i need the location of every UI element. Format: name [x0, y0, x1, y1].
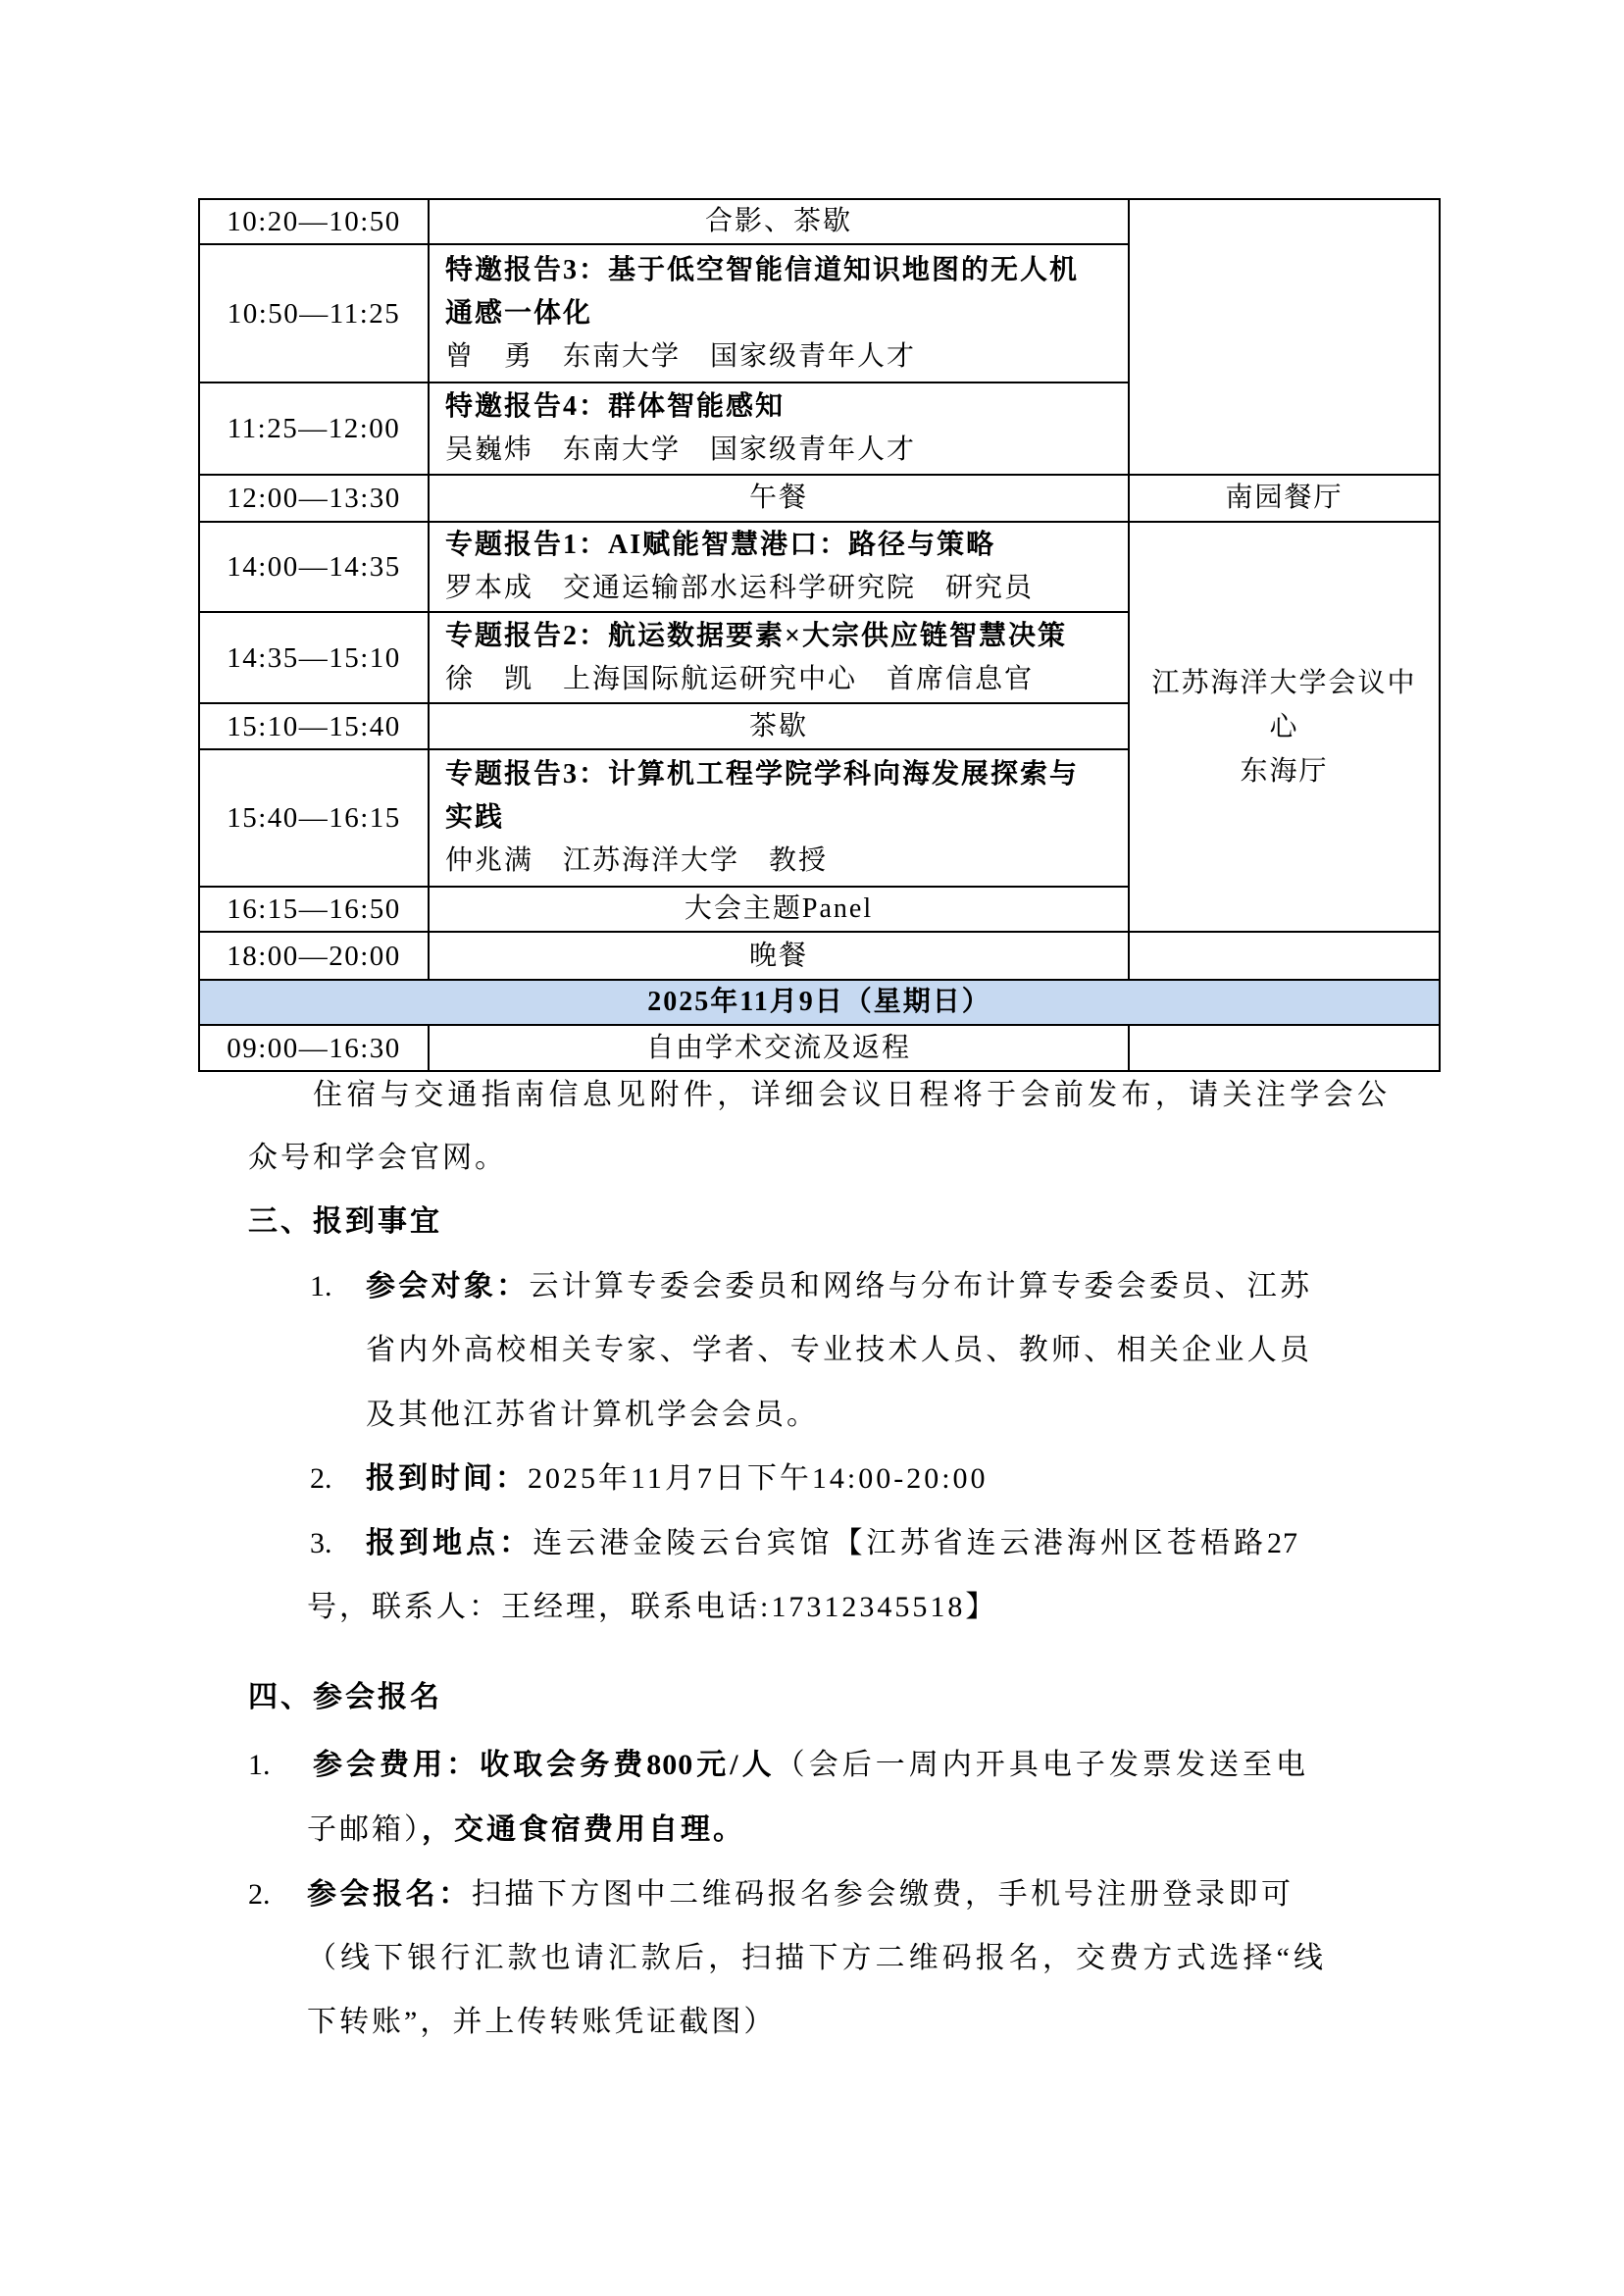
time-cell: 16:15—16:50: [199, 887, 429, 932]
talk-speaker: 吴巍炜 东南大学 国家级青年人才: [445, 434, 917, 465]
talk-cell: [429, 383, 1129, 475]
item-text: 云计算专委会委员和网络与分布计算专委会委员、江苏: [529, 1270, 1311, 1302]
event-cell: 大会主题Panel: [429, 887, 1129, 932]
list-item: [366, 1267, 1310, 1306]
item-text: 2025年11月7日下午14:00-20:00: [528, 1462, 989, 1495]
item-text: （线下银行汇款也请汇款后，扫描下方二维码报名，交费方式选择“线: [307, 1942, 1324, 1974]
talk-title: 特邀报告4：群体智能感知: [445, 391, 786, 422]
venue-cell-empty: [1129, 199, 1440, 475]
list-item: [307, 1875, 1292, 1914]
schedule-row: [199, 522, 1440, 612]
talk-speaker: 曾 勇 东南大学 国家级青年人才: [445, 340, 917, 372]
talk-title: 专题报告1：AI赋能智慧港口：路径与策略: [445, 530, 996, 560]
item-number: 1.: [248, 1749, 271, 1781]
item-number: 1.: [310, 1270, 332, 1302]
venue-name: 江苏海洋大学会议中心: [1151, 667, 1417, 742]
time-cell: 11:25—12:00: [199, 383, 429, 475]
event-cell: 晚餐: [429, 932, 1129, 980]
item-text: 下转账”，并上传转账凭证截图）: [307, 2006, 777, 2038]
talk-speaker: 仲兆满 江苏海洋大学 教授: [445, 845, 829, 876]
fee-text: 收取会务费800元/人: [480, 1749, 776, 1781]
time-cell: 12:00—13:30: [199, 475, 429, 522]
note-line: 众号和学会官网。: [248, 1142, 507, 1174]
section-heading: 四、参会报名: [248, 1681, 442, 1713]
item-text: 及其他江苏省计算机学会会员。: [366, 1399, 819, 1431]
item-label: 参会对象：: [366, 1270, 530, 1302]
talk-speaker: 罗本成 交通运输部水运科学研究院 研究员: [445, 573, 1035, 603]
item-text: （会后一周内开具电子发票发送至电: [775, 1749, 1307, 1781]
section-heading: 三、报到事宜: [248, 1205, 442, 1238]
talk-speaker: 徐 凯 上海国际航运研究中心 首席信息官: [445, 663, 1035, 694]
talk-title: 实践: [445, 802, 505, 833]
talk-title: 专题报告2：航运数据要素×大宗供应链智慧决策: [445, 620, 1067, 651]
schedule-row: [199, 932, 1440, 980]
event-cell: 茶歇: [429, 703, 1129, 749]
event-cell: 合影、茶歇: [429, 199, 1129, 244]
list-item: [366, 1459, 989, 1499]
venue-cell-merged: [1129, 522, 1440, 932]
time-cell: 18:00—20:00: [199, 932, 429, 980]
item-text: 扫描下方图中二维码报名参会缴费，手机号注册登录即可: [471, 1878, 1293, 1911]
event-cell: 午餐: [429, 475, 1129, 522]
time-cell: 14:35—15:10: [199, 612, 429, 703]
time-cell: 15:10—15:40: [199, 703, 429, 749]
time-cell: 09:00—16:30: [199, 1025, 429, 1071]
talk-cell: [429, 244, 1129, 383]
schedule-row: [199, 475, 1440, 522]
talk-title: 通感一体化: [445, 297, 593, 329]
talk-title: 专题报告3：计算机工程学院学科向海发展探索与: [445, 759, 1080, 790]
list-item: [366, 1524, 1298, 1563]
talk-cell: [429, 612, 1129, 703]
item-text: 省内外高校相关专家、学者、专业技术人员、教师、相关企业人员: [366, 1334, 1310, 1366]
item-text: 子邮箱）: [307, 1813, 422, 1846]
item-number: 2.: [310, 1462, 332, 1495]
time-cell: 14:00—14:35: [199, 522, 429, 612]
time-cell: 10:50—11:25: [199, 244, 429, 383]
venue-cell-empty: [1129, 1025, 1440, 1071]
list-item: [313, 1746, 1306, 1785]
note-line: 住宿与交通指南信息见附件，详细会议日程将于会前发布，请关注学会公: [313, 1079, 1388, 1111]
event-cell: 自由学术交流及返程: [429, 1025, 1129, 1071]
talk-cell: [429, 522, 1129, 612]
item-label: 报到时间：: [366, 1462, 528, 1495]
item-label: 参会报名：: [307, 1878, 472, 1911]
item-label: 报到地点：: [366, 1527, 533, 1559]
schedule-table: [198, 198, 1441, 1072]
item-label: 参会费用：: [313, 1749, 481, 1781]
item-text: 连云港金陵云台宾馆【江苏省连云港海州区苍梧路27: [533, 1527, 1299, 1559]
venue-cell: 南园餐厅: [1129, 475, 1440, 522]
item-number: 2.: [248, 1878, 271, 1911]
list-item-continuation: [307, 1811, 745, 1850]
schedule-row: [199, 1025, 1440, 1071]
time-cell: 10:20—10:50: [199, 199, 429, 244]
venue-cell-empty: [1129, 932, 1440, 980]
item-text: 号，联系人：王经理，联系电话:17312345518】: [307, 1591, 998, 1623]
date-header-cell: 2025年11月9日（星期日）: [199, 980, 1440, 1025]
venue-hall: 东海厅: [1240, 755, 1329, 787]
talk-title: 特邀报告3：基于低空智能信道知识地图的无人机: [445, 254, 1080, 285]
time-cell: 15:40—16:15: [199, 749, 429, 887]
date-header-row: [199, 980, 1440, 1025]
talk-cell: [429, 749, 1129, 887]
schedule-row: [199, 199, 1440, 244]
item-bold-tail: ，交通食宿费用自理。: [422, 1813, 745, 1846]
item-number: 3.: [310, 1527, 332, 1559]
